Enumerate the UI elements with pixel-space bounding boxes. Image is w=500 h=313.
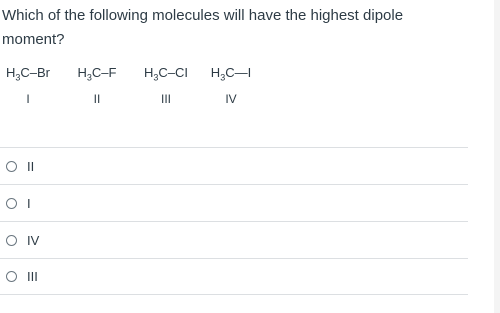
molecule-formula: $H_3C-CI$ (143, 65, 189, 83)
molecule-figure (0, 64, 300, 110)
molecule-numeral: IV (225, 92, 237, 106)
answer-option[interactable] (0, 147, 468, 184)
molecule-3 (133, 64, 199, 107)
answer-option-label[interactable]: IV (27, 232, 40, 248)
radio-button[interactable] (6, 161, 17, 172)
molecule-4 (198, 64, 264, 107)
molecule-numeral: II (93, 92, 101, 106)
answer-option-label[interactable]: III (27, 269, 38, 284)
radio-button[interactable] (6, 198, 17, 209)
molecule-formula: $H_3C-F$ (77, 65, 117, 83)
answer-option[interactable] (0, 258, 468, 295)
molecule-numeral: I (26, 92, 30, 106)
answer-option[interactable] (0, 184, 468, 221)
answer-option-label[interactable]: II (27, 158, 35, 174)
molecule-2 (64, 64, 130, 107)
radio-button[interactable] (6, 271, 17, 282)
molecule-1 (0, 64, 61, 107)
scrollbar[interactable] (494, 0, 500, 313)
radio-button[interactable] (6, 235, 17, 246)
answer-option[interactable] (0, 221, 468, 258)
molecule-formula: $H_3C—I$ (210, 65, 252, 83)
question-text: Which of the following molecules will have the highest dipole moment? (2, 7, 404, 48)
answer-option-label[interactable]: I (27, 195, 31, 211)
molecule-formula: $H_3C-Br$ (5, 65, 51, 83)
molecule-numeral: III (160, 92, 171, 106)
answer-choices (0, 147, 468, 295)
